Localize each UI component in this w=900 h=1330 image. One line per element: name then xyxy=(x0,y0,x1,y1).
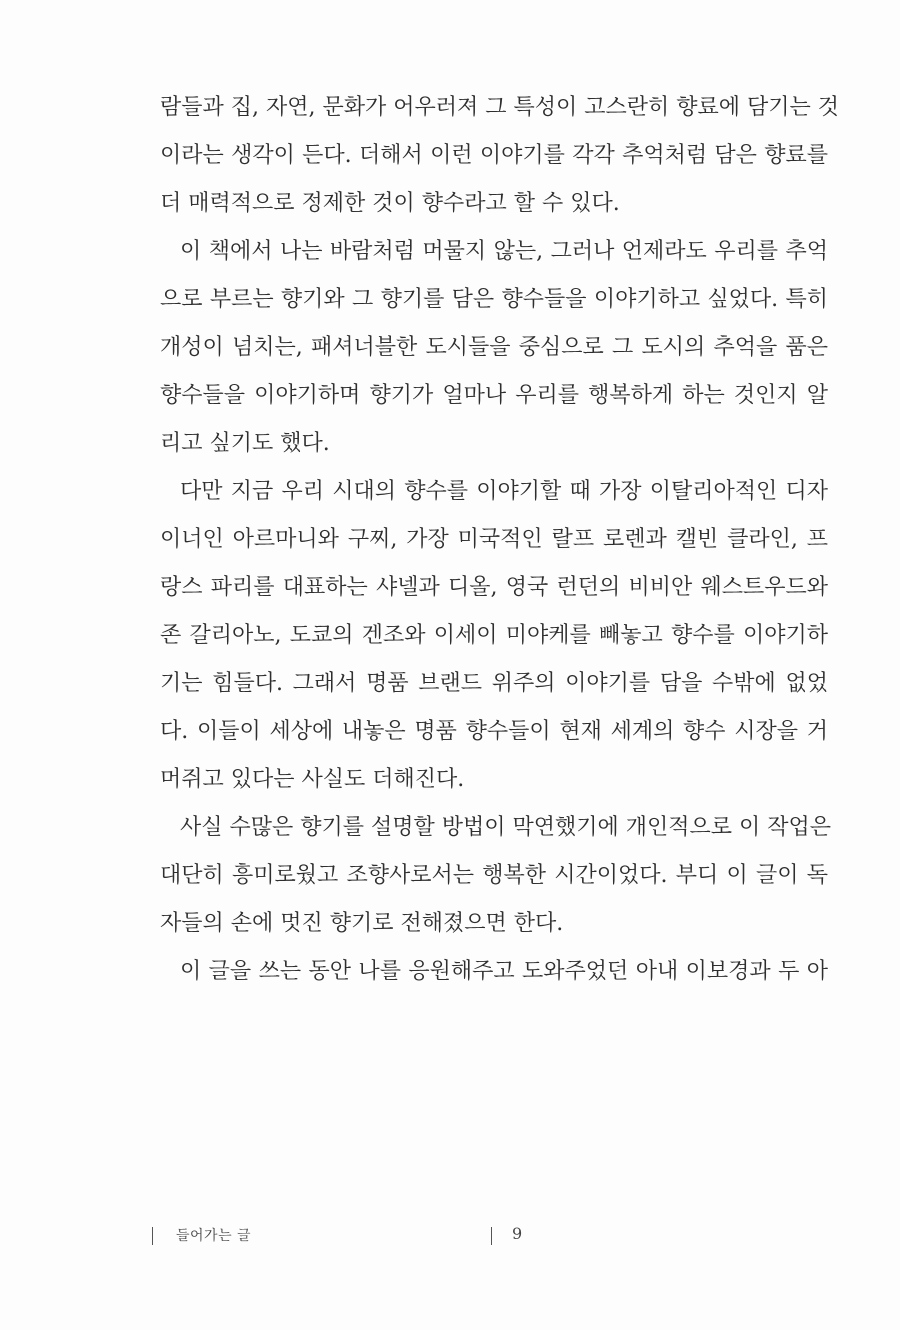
footer-divider-left xyxy=(152,1227,153,1245)
paragraph-5-line-1: 이 글을 쓰는 동안 나를 응원해주고 도와주었던 아내 이보경과 두 아 xyxy=(180,959,828,984)
paragraph-2-line-5: 리고 싶기도 했다. xyxy=(160,431,330,456)
paragraph-4-line-2: 대단히 흥미로웠고 조향사로서는 행복한 시간이었다. 부디 이 글이 독 xyxy=(160,863,828,888)
paragraph-4-line-1: 사실 수많은 향기를 설명할 방법이 막연했기에 개인적으로 이 작업은 xyxy=(180,815,832,840)
footer-divider-right xyxy=(491,1227,492,1245)
paragraph-2-line-3: 개성이 넘치는, 패셔너블한 도시들을 중심으로 그 도시의 추억을 품은 xyxy=(160,335,828,360)
paragraph-3-line-6: 다. 이들이 세상에 내놓은 명품 향수들이 현재 세계의 향수 시장을 거 xyxy=(160,719,828,744)
paragraph-3-line-7: 머쥐고 있다는 사실도 더해진다. xyxy=(160,767,465,792)
paragraph-1-line-1: 람들과 집, 자연, 문화가 어우러져 그 특성이 고스란히 향료에 담기는 것 xyxy=(160,95,839,120)
body-text xyxy=(160,84,839,996)
footer-section-title: 들어가는 글 xyxy=(176,1228,252,1244)
paragraph-2-line-4: 향수들을 이야기하며 향기가 얼마나 우리를 행복하게 하는 것인지 알 xyxy=(160,383,828,408)
paragraph-3-line-2: 이너인 아르마니와 구찌, 가장 미국적인 랄프 로렌과 캘빈 클라인, 프 xyxy=(160,527,828,552)
paragraph-3-line-4: 존 갈리아노, 도쿄의 겐조와 이세이 미야케를 빼놓고 향수를 이야기하 xyxy=(160,623,828,648)
page-number: 9 xyxy=(512,1224,523,1243)
page-footer xyxy=(0,1222,900,1252)
paragraph-3-line-5: 기는 힘들다. 그래서 명품 브랜드 위주의 이야기를 담을 수밖에 없었 xyxy=(160,671,828,696)
paragraph-1-line-3: 더 매력적으로 정제한 것이 향수라고 할 수 있다. xyxy=(160,191,620,216)
paragraph-2-line-2: 으로 부르는 향기와 그 향기를 담은 향수들을 이야기하고 싶었다. 특히 xyxy=(160,287,828,312)
paragraph-3-line-3: 랑스 파리를 대표하는 샤넬과 디올, 영국 런던의 비비안 웨스트우드와 xyxy=(160,575,828,600)
paragraph-4-line-3: 자들의 손에 멋진 향기로 전해졌으면 한다. xyxy=(160,911,564,936)
paragraph-1-line-2: 이라는 생각이 든다. 더해서 이런 이야기를 각각 추억처럼 담은 향료를 xyxy=(160,143,828,168)
paragraph-3-line-1: 다만 지금 우리 시대의 향수를 이야기할 때 가장 이탈리아적인 디자 xyxy=(180,479,828,504)
paragraph-2-line-1: 이 책에서 나는 바람처럼 머물지 않는, 그러나 언제라도 우리를 추억 xyxy=(180,239,828,264)
